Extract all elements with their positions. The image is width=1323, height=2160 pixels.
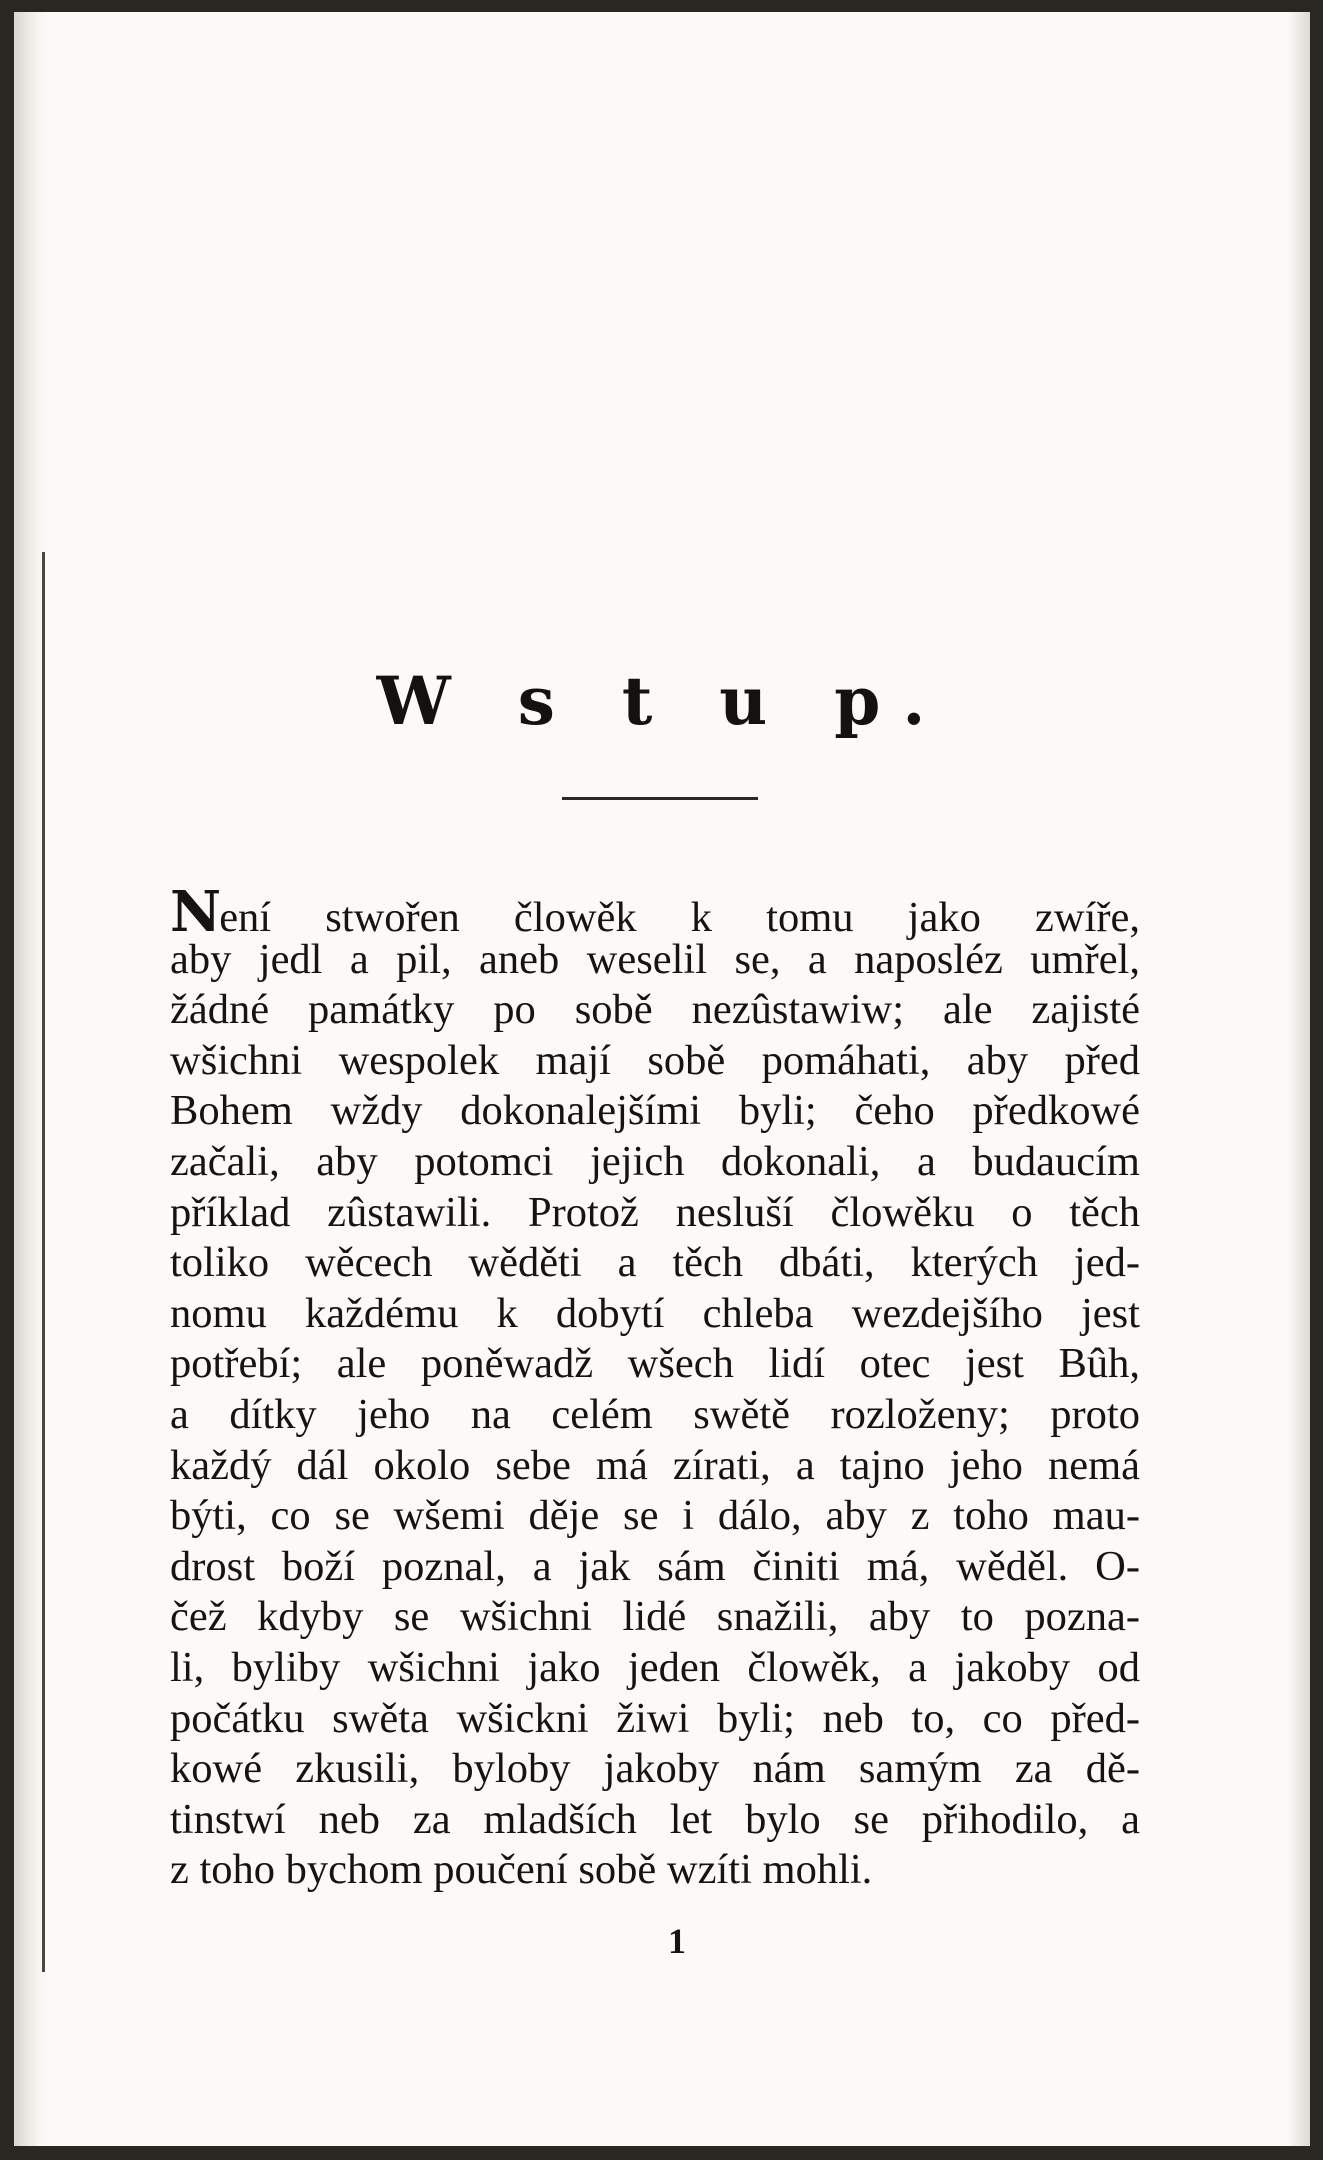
text-line: Bohem wždy dokonalejšími byli; čeho předkowé [170, 1087, 1140, 1135]
drop-cap: N [170, 879, 220, 945]
text-line: drost boží poznal, a jak sám činiti má, wěděl. O- [170, 1542, 1140, 1590]
text-line: každý dál okolo sebe má zírati, a tajno jeho nemá [170, 1441, 1140, 1489]
chapter-heading: W s t u p. [376, 662, 948, 740]
text-line-last: z toho bychom poučení sobě wzíti mohli. [170, 1846, 873, 1894]
text-line: nomu každému k dobytí chleba wezdejšího jest [170, 1289, 1140, 1337]
text-line: toliko wěcech wěděti a těch dbáti, kterých jed- [170, 1239, 1140, 1287]
text-line: aby jedl a pil, aneb weselil se, a naposléz umřel, [170, 935, 1140, 983]
book-page [14, 12, 1310, 2146]
body-paragraph [170, 879, 1140, 1896]
text-line: li, byliby wšichni jako jeden člowěk, a jakoby od [170, 1643, 1140, 1691]
text-line: začali, aby potomci jejich dokonali, a budaucím [170, 1137, 1140, 1185]
text-line: počátku swěta wšickni žiwi byli; neb to, co před- [170, 1694, 1140, 1742]
binding-edge [42, 552, 45, 1972]
text-line: potřebí; ale poněwadž wšech lidí otec jest Bûh, [170, 1340, 1140, 1388]
text-line: tinstwí neb za mladších let bylo se přihodilo, a [170, 1795, 1140, 1843]
heading-divider [562, 797, 758, 800]
text-line: býti, co se wšemi děje se i dálo, aby z toho mau- [170, 1492, 1140, 1540]
text-line: a dítky jeho na celém swětě rozloženy; proto [170, 1390, 1140, 1438]
page-number: 1 [668, 1921, 686, 1961]
text-line: žádné památky po sobě nezûstawiw; ale zajisté [170, 986, 1140, 1034]
text-line: wšichni wespolek mají sobě pomáhati, aby před [170, 1036, 1140, 1084]
text-line: čež kdyby se wšichni lidé snažili, aby to pozna- [170, 1593, 1140, 1641]
text-line: Není stwořen člowěk k tomu jako zwíře, [170, 879, 1140, 945]
text-line: kowé zkusili, byloby jakoby nám samým za dě- [170, 1745, 1140, 1793]
text-line: příklad zûstawili. Protož nesluší člowěku o těch [170, 1188, 1140, 1236]
